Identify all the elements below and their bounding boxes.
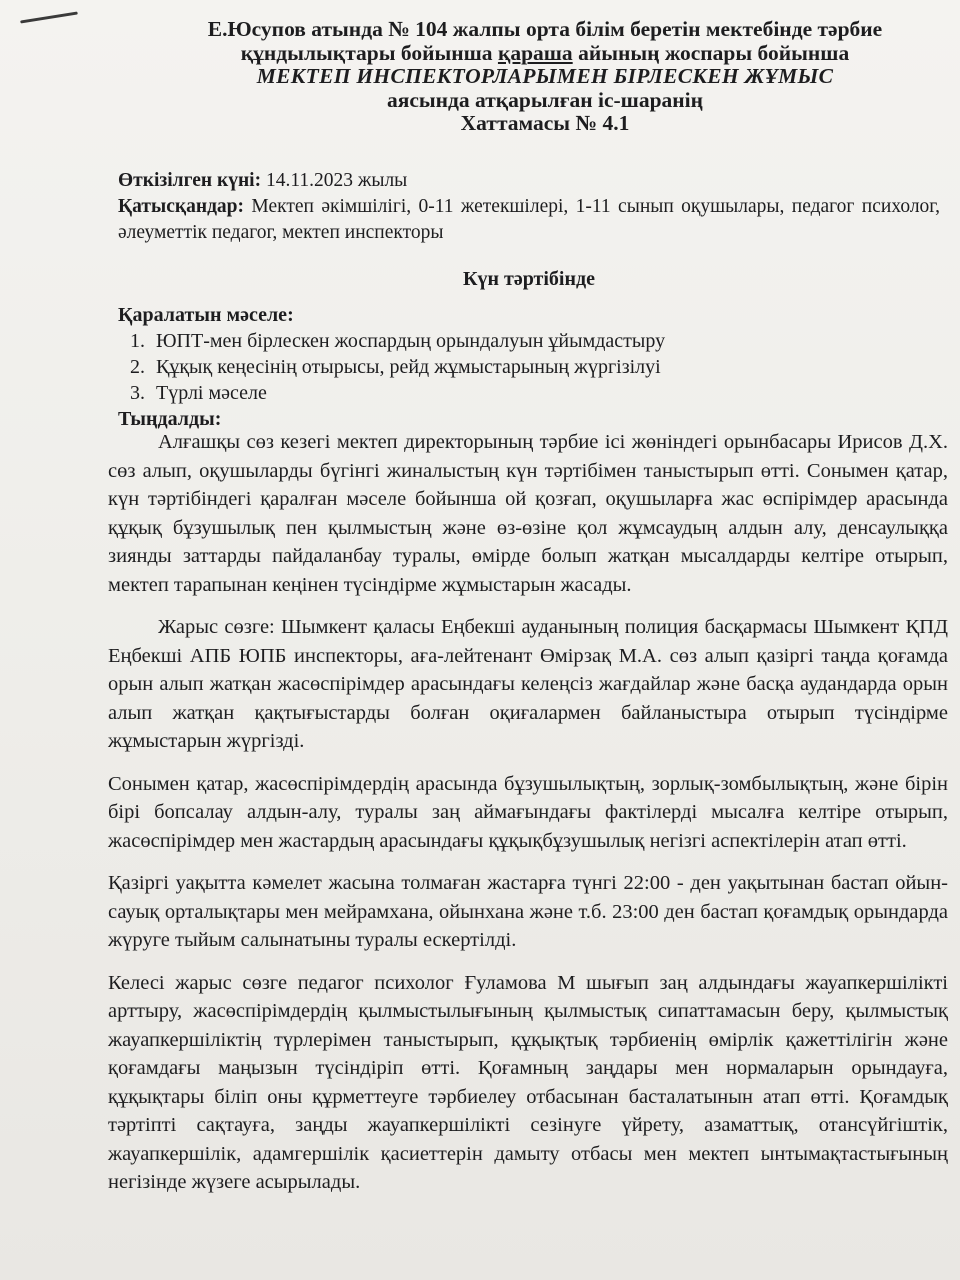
header-line-plan bbox=[150, 42, 940, 66]
header-line-plan-start: құндылықтары бойынша bbox=[240, 40, 498, 65]
agenda-item: 3. Түрлі мәселе bbox=[150, 380, 940, 406]
header-month-underlined: қараша bbox=[497, 40, 573, 65]
date-value: 14.11.2023 жылы bbox=[261, 170, 408, 191]
paragraph-curfew: Қазіргі уақытта кәмелет жасына толмаған жастарға түнгі 22:00 - ден уақытынан бастап ойын-сауық орталықтары мен мейрамхана, ойынхана және т.б. 23:00 ден бастап қоғамдық орындарда жүруге тыйым салынатыны туралы ескертілді. bbox=[108, 872, 948, 951]
agenda-title: Күн тәртібінде bbox=[462, 268, 596, 290]
header-line-joint-work: МЕКТЕП ИНСПЕКТОРЛАРЫМЕН БІРЛЕСКЕН ЖҰМЫС bbox=[256, 64, 834, 88]
document-header bbox=[150, 18, 940, 136]
paragraph-police-inspector: Жарыс сөзге: Шымкент қаласы Еңбекші ауданының полиция басқармасы Шымкент ҚПД Еңбекші АПБ ЮПБ инспекторы, аға-лейтенант Өмірзақ М.А. сөз алып қазіргі таңда қоғамда орын алып жатқан жасөспірімдер арасындағы келеңсіз жағдайлар және басқа аудандарда орын алып жатқан қақтығыстарды болған оқиғалармен байланыстыра отырып түсіндірме жұмыстарын жүргізді. bbox=[108, 616, 948, 752]
participants-label: Қатысқандар: bbox=[118, 196, 245, 217]
agenda-list bbox=[118, 328, 940, 406]
issues-label: Қаралатын мәселе: bbox=[118, 304, 294, 326]
agenda-item: 1. ЮПТ-мен бірлескен жоспардың орындалуын ұйымдастыру bbox=[150, 328, 940, 354]
meeting-date bbox=[118, 168, 940, 194]
header-line-school: Е.Юсупов атында № 104 жалпы орта білім беретін мектебінде тәрбие bbox=[207, 17, 883, 41]
paragraph-psychologist: Келесі жарыс сөзге педагог психолог Ғуламова М шығып заң алдындағы жауапкершілікті арттыру, жасөспірімдердің қылмыстылығының қылмыстық сипаттамасын беру, қылмыстық жауапкершіліктің түрлерімен таныстырып, құқықтық тәрбиенің өмірлік қажеттілігін және қоғамдағы маңызын түсіндіріп өтті. Қоғамның заңдары мен нормаларын орындауға, құқықтары біліп оны құрметтеуге тәрбиелеу отбасынан басталатынын атап өтті. Қоғамдық тәртіпті сақтауға, заңды жауапкершілікті сезінуге үйрету, азаматтық, отансүйгіштік, жауапкершілік, адамгершілік қасиеттерін дамыту отбасы мен мектеп ынтымақтастығының негізінде жүзеге асырылады. bbox=[108, 971, 948, 1193]
header-line-event: аясында атқарылған іс-шаранің bbox=[386, 87, 704, 112]
header-line-plan-end: айының жоспары бойынша bbox=[572, 40, 850, 65]
agenda-item: 2. Құқық кеңесінің отырысы, рейд жұмыстарының жүргізілуі bbox=[150, 354, 940, 380]
paragraph-deputy-director: Алғашқы сөз кезегі мектеп директорының тәрбие ісі жөніндегі орынбасары Ирисов Д.Х. сөз алып, оқушыларды бүгінгі жиналыстың күн тәртібімен таныстырып өтті. Сонымен қатар, күн тәртібіндегі қаралған мәселе бойынша ой қозғап, оқушыларға жас өспірімдер арасында құқық бұзушылық пен қылмыстың және өз-өзіне қол жұмсаудың алдын алу, денсаулыққа зиянды заттарды пайдаланбау туралы, өмірде болып жатқан мысалдарды келтіре отырып, мектеп тарапынан кеңінен түсіндірме жұмыстарын жасады. bbox=[108, 431, 948, 596]
paragraph-violations: Сонымен қатар, жасөспірімдердің арасында бұзушылықтың, зорлық-зомбылықтың, және бірін бірі бопсалау алдын-алу, туралы заң аймағындағы фактілерді мысалға келтіре отырып, жасөспірімдер мен жастардың арасындағы құқықбұзушылық негізгі аспектілерін атап өтті. bbox=[108, 772, 948, 852]
meeting-meta bbox=[118, 168, 940, 246]
agenda-section bbox=[118, 302, 940, 432]
protocol-body bbox=[108, 428, 948, 1211]
meeting-participants bbox=[118, 194, 940, 246]
participants-value: Мектеп әкімшілігі, 0-11 жетекшілері, 1-11 сынып оқушылары, педагог психолог, әлеуметтік педагог, мектеп инспекторы bbox=[118, 196, 940, 243]
pen-stroke-mark bbox=[20, 11, 78, 23]
date-label: Өткізілген күні: bbox=[118, 170, 262, 191]
heard-label: Тыңдалды: bbox=[118, 408, 222, 430]
protocol-title: Хаттамасы № 4.1 bbox=[460, 111, 630, 135]
